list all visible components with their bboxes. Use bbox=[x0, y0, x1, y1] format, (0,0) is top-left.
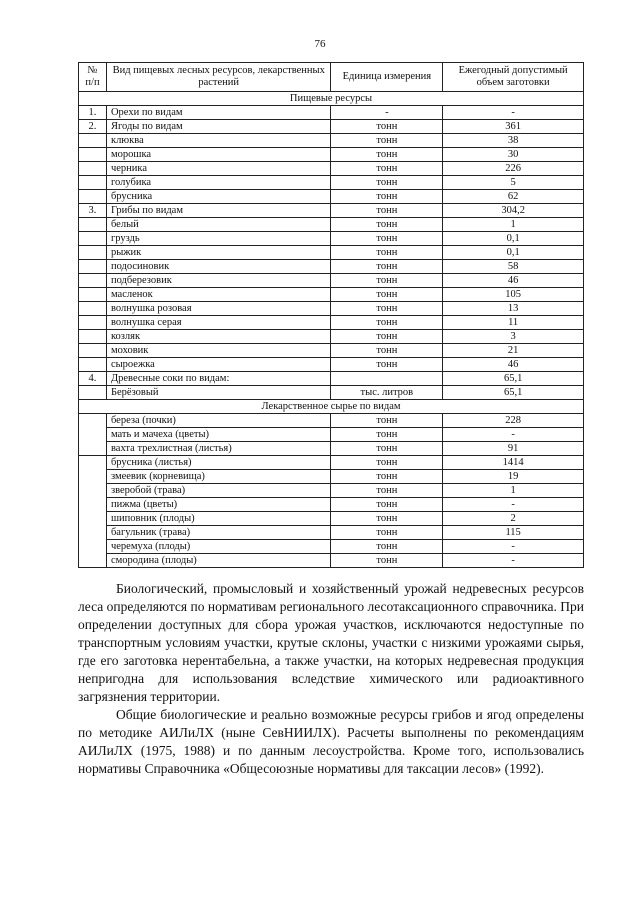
volume-cell: 30 bbox=[443, 148, 584, 162]
unit-cell: тонн bbox=[331, 218, 443, 232]
table-row bbox=[79, 190, 584, 204]
table-row bbox=[79, 204, 584, 218]
resource-name: Ягоды по видам bbox=[106, 120, 330, 134]
row-number bbox=[79, 134, 107, 148]
table-row bbox=[79, 330, 584, 344]
volume-cell: 361 bbox=[443, 120, 584, 134]
header-resource-type: Вид пищевых лесных ресурсов, лекарственных растений bbox=[106, 63, 330, 92]
table-row bbox=[79, 232, 584, 246]
unit-cell: тонн bbox=[331, 288, 443, 302]
resource-name: сыроежка bbox=[106, 358, 330, 372]
volume-cell: 3 bbox=[443, 330, 584, 344]
unit-cell: тонн bbox=[331, 120, 443, 134]
resource-name: морошка bbox=[106, 148, 330, 162]
resource-name: Берёзовый bbox=[106, 386, 330, 400]
volume-cell: 1 bbox=[443, 484, 584, 498]
row-number-group-1 bbox=[79, 414, 107, 456]
table-row bbox=[79, 512, 584, 526]
resource-name: моховик bbox=[106, 344, 330, 358]
volume-cell: 91 bbox=[443, 442, 584, 456]
row-number-group-2 bbox=[79, 456, 107, 568]
volume-cell: 65,1 bbox=[443, 386, 584, 400]
unit-cell: тонн bbox=[331, 204, 443, 218]
unit-cell: тонн bbox=[331, 134, 443, 148]
table-row bbox=[79, 414, 584, 428]
paragraph-2: Общие биологические и реально возможные ресурсы грибов и ягод определены по методике АИЛиЛХ (ныне СевНИИЛХ). Расчеты выполнены по рекомендациям АИЛиЛХ (1975, 1988) и по данным лесоустройства. Кроме того, использовались нормативы Справочника «Общесоюзные нормативы для таксации лесов» (1992). bbox=[78, 707, 584, 776]
resource-name: шиповник (плоды) bbox=[106, 512, 330, 526]
page-number: 76 bbox=[314, 38, 326, 50]
resource-name: мать и мачеха (цветы) bbox=[106, 428, 330, 442]
row-number bbox=[79, 176, 107, 190]
header-number: № п/п bbox=[79, 63, 107, 92]
unit-cell: тонн bbox=[331, 176, 443, 190]
volume-cell: 228 bbox=[443, 414, 584, 428]
paragraph-1: Биологический, промысловый и хозяйственный урожай недревесных ресурсов леса определяются по нормативам регионального лесотаксационного справочника. При определении доступных для сбора урожая участков, исключаются недоступные по транспортным условиям участки, крутые склоны, участки с низкими урожаями сырья, где его заготовка нерентабельна, а также участки, на которых недревесная продукция непригодна для использования вследствие химического или радиоактивного загрязнения территории. bbox=[78, 581, 584, 704]
row-number: 4. bbox=[79, 372, 107, 386]
table-row bbox=[79, 260, 584, 274]
table-row bbox=[79, 120, 584, 134]
volume-cell: 11 bbox=[443, 316, 584, 330]
volume-cell: 5 bbox=[443, 176, 584, 190]
resource-name: береза (почки) bbox=[106, 414, 330, 428]
unit-cell: тонн bbox=[331, 526, 443, 540]
volume-cell: 105 bbox=[443, 288, 584, 302]
resource-name: клюква bbox=[106, 134, 330, 148]
section-food-title: Пищевые ресурсы bbox=[79, 92, 584, 106]
volume-cell: - bbox=[443, 540, 584, 554]
row-number bbox=[79, 190, 107, 204]
unit-cell bbox=[331, 372, 443, 386]
resource-name: черемуха (плоды) bbox=[106, 540, 330, 554]
table-row bbox=[79, 148, 584, 162]
volume-cell: 1 bbox=[443, 218, 584, 232]
volume-cell: 1414 bbox=[443, 456, 584, 470]
volume-cell: 2 bbox=[443, 512, 584, 526]
unit-cell: тонн bbox=[331, 316, 443, 330]
resource-name: козляк bbox=[106, 330, 330, 344]
unit-cell: тонн bbox=[331, 162, 443, 176]
row-number bbox=[79, 260, 107, 274]
row-number: 2. bbox=[79, 120, 107, 134]
volume-cell: 115 bbox=[443, 526, 584, 540]
unit-cell: тонн bbox=[331, 330, 443, 344]
resource-name: белый bbox=[106, 218, 330, 232]
resource-name: голубика bbox=[106, 176, 330, 190]
table-row bbox=[79, 288, 584, 302]
table-row bbox=[79, 106, 584, 120]
unit-cell: тонн bbox=[331, 232, 443, 246]
volume-cell: 304,2 bbox=[443, 204, 584, 218]
unit-cell: тонн bbox=[331, 274, 443, 288]
row-number bbox=[79, 246, 107, 260]
unit-cell: тонн bbox=[331, 246, 443, 260]
section-row-food bbox=[79, 92, 584, 106]
table-row bbox=[79, 344, 584, 358]
resource-name: Древесные соки по видам: bbox=[106, 372, 330, 386]
unit-cell: тонн bbox=[331, 190, 443, 204]
row-number bbox=[79, 162, 107, 176]
volume-cell: 21 bbox=[443, 344, 584, 358]
table-header-row bbox=[79, 63, 584, 92]
volume-cell: 19 bbox=[443, 470, 584, 484]
volume-cell: - bbox=[443, 498, 584, 512]
table-row bbox=[79, 134, 584, 148]
volume-cell: 38 bbox=[443, 134, 584, 148]
resource-name: подберезовик bbox=[106, 274, 330, 288]
volume-cell: 13 bbox=[443, 302, 584, 316]
table-row bbox=[79, 428, 584, 442]
table-row bbox=[79, 498, 584, 512]
table-row bbox=[79, 484, 584, 498]
resource-name: багульник (трава) bbox=[106, 526, 330, 540]
volume-cell: 65,1 bbox=[443, 372, 584, 386]
volume-cell: 0,1 bbox=[443, 246, 584, 260]
resources-table bbox=[78, 62, 584, 568]
table-row bbox=[79, 442, 584, 456]
resource-name: вахта трехлистная (листья) bbox=[106, 442, 330, 456]
row-number bbox=[79, 274, 107, 288]
table-row bbox=[79, 456, 584, 470]
unit-cell: тонн bbox=[331, 358, 443, 372]
table-row bbox=[79, 372, 584, 386]
table-row bbox=[79, 316, 584, 330]
table-row bbox=[79, 274, 584, 288]
resource-name: волнушка розовая bbox=[106, 302, 330, 316]
header-unit: Единица измерения bbox=[331, 63, 443, 92]
table-row bbox=[79, 470, 584, 484]
table-row bbox=[79, 358, 584, 372]
unit-cell: тонн bbox=[331, 498, 443, 512]
unit-cell: тонн bbox=[331, 302, 443, 316]
row-number bbox=[79, 302, 107, 316]
resource-name: груздь bbox=[106, 232, 330, 246]
row-number bbox=[79, 316, 107, 330]
volume-cell: 46 bbox=[443, 274, 584, 288]
row-number bbox=[79, 288, 107, 302]
resource-name: черника bbox=[106, 162, 330, 176]
volume-cell: 62 bbox=[443, 190, 584, 204]
resource-name: рыжик bbox=[106, 246, 330, 260]
unit-cell: тонн bbox=[331, 442, 443, 456]
row-number bbox=[79, 232, 107, 246]
volume-cell: - bbox=[443, 106, 584, 120]
resource-name: пижма (цветы) bbox=[106, 498, 330, 512]
resource-name: смородина (плоды) bbox=[106, 554, 330, 568]
table-row bbox=[79, 540, 584, 554]
table-row bbox=[79, 302, 584, 316]
volume-cell: 0,1 bbox=[443, 232, 584, 246]
unit-cell: тонн bbox=[331, 470, 443, 484]
header-annual-volume: Ежегодный допустимый объем заготовки bbox=[443, 63, 584, 92]
table-row bbox=[79, 218, 584, 232]
volume-cell: - bbox=[443, 428, 584, 442]
unit-cell: тонн bbox=[331, 554, 443, 568]
resource-name: Грибы по видам bbox=[106, 204, 330, 218]
table-row bbox=[79, 386, 584, 400]
row-number bbox=[79, 148, 107, 162]
row-number bbox=[79, 344, 107, 358]
volume-cell: 46 bbox=[443, 358, 584, 372]
unit-cell: тонн bbox=[331, 148, 443, 162]
row-number bbox=[79, 218, 107, 232]
unit-cell: тонн bbox=[331, 456, 443, 470]
section-row-medicinal bbox=[79, 400, 584, 414]
resource-name: брусника (листья) bbox=[106, 456, 330, 470]
resource-name: волнушка серая bbox=[106, 316, 330, 330]
row-number: 3. bbox=[79, 204, 107, 218]
table-row bbox=[79, 246, 584, 260]
unit-cell: - bbox=[331, 106, 443, 120]
resource-name: змеевик (корневища) bbox=[106, 470, 330, 484]
table-row bbox=[79, 554, 584, 568]
resource-name: зверобой (трава) bbox=[106, 484, 330, 498]
row-number bbox=[79, 330, 107, 344]
table-row bbox=[79, 162, 584, 176]
volume-cell: 58 bbox=[443, 260, 584, 274]
resource-name: масленок bbox=[106, 288, 330, 302]
unit-cell: тонн bbox=[331, 428, 443, 442]
unit-cell: тонн bbox=[331, 344, 443, 358]
resource-name: Орехи по видам bbox=[106, 106, 330, 120]
unit-cell: тонн bbox=[331, 260, 443, 274]
resource-name: брусника bbox=[106, 190, 330, 204]
resource-name: подосиновик bbox=[106, 260, 330, 274]
table-row bbox=[79, 176, 584, 190]
row-number bbox=[79, 358, 107, 372]
section-medicinal-title: Лекарственное сырье по видам bbox=[79, 400, 584, 414]
row-number: 1. bbox=[79, 106, 107, 120]
unit-cell: тонн bbox=[331, 484, 443, 498]
table-row bbox=[79, 526, 584, 540]
unit-cell: тыс. литров bbox=[331, 386, 443, 400]
row-number bbox=[79, 386, 107, 400]
volume-cell: 226 bbox=[443, 162, 584, 176]
unit-cell: тонн bbox=[331, 512, 443, 526]
unit-cell: тонн bbox=[331, 540, 443, 554]
volume-cell: - bbox=[443, 554, 584, 568]
unit-cell: тонн bbox=[331, 414, 443, 428]
